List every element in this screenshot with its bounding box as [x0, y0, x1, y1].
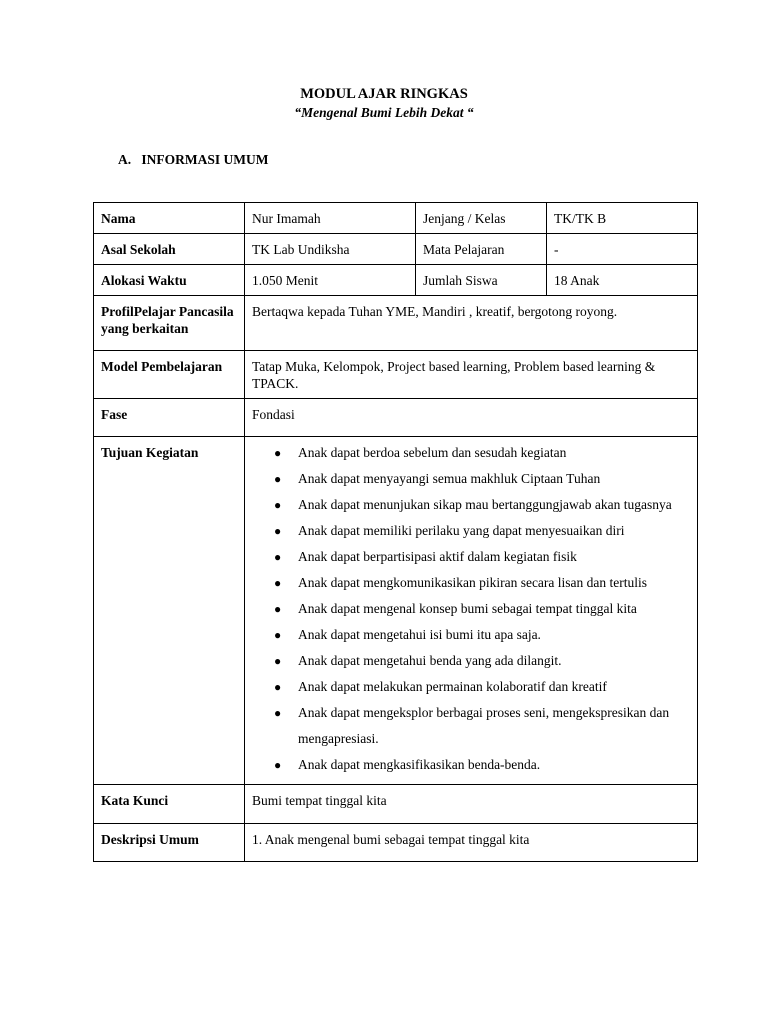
list-item — [274, 700, 690, 752]
list-item-text: Anak dapat mengetahui benda yang ada dilangit. — [298, 653, 562, 668]
bullet-icon: ● — [274, 758, 282, 772]
asal-sekolah-label: Asal Sekolah — [94, 234, 245, 265]
list-item — [274, 674, 690, 700]
section-heading — [118, 152, 269, 168]
jumlah-siswa-label: Jumlah Siswa — [416, 265, 547, 296]
list-item-text: Anak dapat menyayangi semua makhluk Ciptaan Tuhan — [298, 471, 601, 486]
list-item-text: Anak dapat berdoa sebelum dan sesudah kegiatan — [298, 445, 567, 460]
list-item — [274, 518, 690, 544]
nama-label: Nama — [94, 203, 245, 234]
bullet-icon: ● — [274, 706, 282, 720]
table-row — [94, 203, 698, 234]
list-item — [274, 622, 690, 648]
mata-pelajaran-value: - — [547, 234, 698, 265]
kata-kunci-label: Kata Kunci — [94, 785, 245, 824]
bullet-icon: ● — [274, 524, 282, 538]
model-pembelajaran-label: Model Pembelajaran — [94, 351, 245, 399]
section-number: A. — [118, 152, 132, 167]
document-title: MODUL AJAR RINGKAS — [300, 86, 468, 102]
list-item — [274, 596, 690, 622]
tujuan-list — [252, 440, 690, 778]
bullet-icon: ● — [274, 472, 282, 486]
model-pembelajaran-value: Tatap Muka, Kelompok, Project based learning, Problem based learning & TPACK. — [245, 351, 698, 399]
list-item-text: Anak dapat mengkasifikasikan benda-benda. — [298, 757, 541, 772]
list-item-text: Anak dapat melakukan permainan kolaboratif dan kreatif — [298, 679, 607, 694]
list-item-text: Anak dapat mengenal konsep bumi sebagai tempat tinggal kita — [298, 601, 637, 616]
table-row — [94, 824, 698, 862]
table-row — [94, 351, 698, 399]
bullet-icon: ● — [274, 550, 282, 564]
list-item-text: Anak dapat mengkomunikasikan pikiran secara lisan dan tertulis — [298, 575, 648, 590]
mata-pelajaran-label: Mata Pelajaran — [416, 234, 547, 265]
list-item — [274, 466, 690, 492]
profil-pelajar-value: Bertaqwa kepada Tuhan YME, Mandiri , kreatif, bergotong royong. — [245, 296, 698, 351]
list-item — [274, 492, 690, 518]
list-item-text: Anak dapat menunjukan sikap mau bertanggungjawab akan tugasnya — [298, 497, 672, 512]
list-item-text: Anak dapat memiliki perilaku yang dapat menyesuaikan diri — [298, 523, 625, 538]
info-table — [93, 202, 698, 862]
list-item-text: Anak dapat berpartisipasi aktif dalam kegiatan fisik — [298, 549, 577, 564]
profil-pelajar-label: ProfilPelajar Pancasila yang berkaitan — [94, 296, 245, 351]
kata-kunci-value: Bumi tempat tinggal kita — [245, 785, 698, 824]
list-item-text: Anak dapat mengetahui isi bumi itu apa saja. — [298, 627, 541, 642]
bullet-icon: ● — [274, 446, 282, 460]
tujuan-kegiatan-label: Tujuan Kegiatan — [94, 437, 245, 785]
jenjang-value: TK/TK B — [547, 203, 698, 234]
bullet-icon: ● — [274, 680, 282, 694]
list-item — [274, 752, 690, 778]
bullet-icon: ● — [274, 654, 282, 668]
tujuan-kegiatan-value — [245, 437, 698, 785]
fase-value: Fondasi — [245, 399, 698, 437]
fase-label: Fase — [94, 399, 245, 437]
document-subtitle: “Mengenal Bumi Lebih Dekat “ — [294, 105, 474, 120]
section-title: INFORMASI UMUM — [141, 152, 269, 167]
list-item — [274, 440, 690, 466]
table-row — [94, 437, 698, 785]
table-row — [94, 234, 698, 265]
bullet-icon: ● — [274, 576, 282, 590]
bullet-icon: ● — [274, 498, 282, 512]
asal-sekolah-value: TK Lab Undiksha — [245, 234, 416, 265]
table-row — [94, 296, 698, 351]
list-item — [274, 648, 690, 674]
deskripsi-umum-label: Deskripsi Umum — [94, 824, 245, 862]
list-item — [274, 544, 690, 570]
nama-value: Nur Imamah — [245, 203, 416, 234]
table-row — [94, 785, 698, 824]
alokasi-waktu-label: Alokasi Waktu — [94, 265, 245, 296]
jumlah-siswa-value: 18 Anak — [547, 265, 698, 296]
table-row — [94, 265, 698, 296]
bullet-icon: ● — [274, 602, 282, 616]
deskripsi-umum-value: 1. Anak mengenal bumi sebagai tempat tinggal kita — [245, 824, 698, 862]
list-item — [274, 570, 690, 596]
bullet-icon: ● — [274, 628, 282, 642]
jenjang-label: Jenjang / Kelas — [416, 203, 547, 234]
list-item-text: Anak dapat mengeksplor berbagai proses seni, mengekspresikan dan mengapresiasi. — [298, 705, 670, 746]
alokasi-waktu-value: 1.050 Menit — [245, 265, 416, 296]
table-row — [94, 399, 698, 437]
